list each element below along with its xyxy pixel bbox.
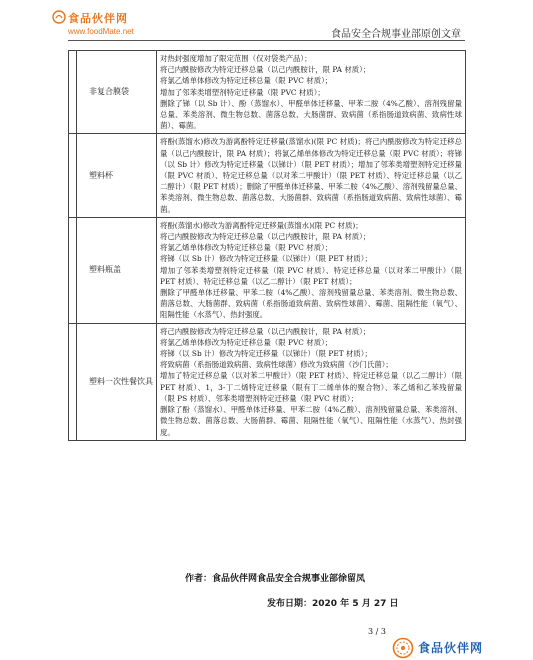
change-line: 删除了锑（以 Sb 计）、酚（蒸馏水）、甲醛单体迁移量、甲苯二胺（4%乙酸）、溶剂残留量总量、苯类溶剂、微生物总数、菌落总数、大肠菌群、致病菌（系指肠道致病菌、致病性球菌）、霉菌。 <box>160 98 462 131</box>
logo-chinese-text: 食品伙伴网 <box>68 12 128 25</box>
change-description-cell <box>157 134 466 217</box>
changes-table <box>68 50 466 441</box>
footer-logo-text: 食品伙伴网 <box>418 641 484 655</box>
header-divider <box>68 40 465 41</box>
change-line: 删除了酚（蒸馏水）、甲醛单体迁移量、甲苯二胺（4%乙酸）、溶剂残留量总量、苯类溶剂、微生物总数、菌落总数、大肠菌群、霉菌、阻隔性能（氧气）、阻隔性能（水蒸气）、热封强度。 <box>160 405 462 437</box>
table-row <box>69 217 466 323</box>
change-line: 将酚(蒸馏水)修改为游离酚特定迁移量(蒸馏水)(限 PC 材质)； <box>160 220 363 230</box>
product-name-cell: 塑料一次性餐饮具 <box>77 323 157 440</box>
change-description-cell <box>157 217 466 323</box>
blank-cell <box>69 217 77 323</box>
table-row <box>69 323 466 440</box>
change-line: 将己内酰胺修改为特定迁移总量（以己内酰胺计，限 PA 材质）； <box>160 326 371 336</box>
change-description-cell <box>157 51 466 134</box>
document-category-title: 食品安全合规事业部原创文章 <box>331 29 461 40</box>
change-line: 对热封强度增加了限定范围（仅对袋类产品）； <box>160 54 312 63</box>
change-description-cell <box>157 323 466 440</box>
change-line: 将氯乙烯单体修改为特定迁移总量（限 PVC 材质）； <box>160 243 333 253</box>
blank-cell <box>69 323 77 440</box>
change-line: 将酚(蒸馏水)修改为游离酚特定迁移量(蒸馏水)(限 PC 材质)；将己内酰胺修改为特定迁移总量（以己内酰胺计，限 PA 材质）；将氯乙烯单体修改为特定迁移总量（限 PVC 材质）；将锑（以 Sb 计）修改为特定迁移量（以锑计）（限 PET 材质）；增加了邻苯类增塑剂特定迁移量（限 PVC 材质）、特定迁移总量（以对苯二甲酸计）（限 PET 材质）、特定迁移总量（以乙二醇计）（限 PET 材质）；删除了甲醛单体迁移量、甲苯二胺（4%乙酸）、溶剂残留量总量、苯类溶剂、微生物总数、菌落总数、大肠菌群、致病菌（系指肠道致病菌、致病性球菌）、霉菌。 <box>160 137 462 214</box>
author-line: 作者：食品伙伴网食品安全合规事业部徐留凤 <box>185 574 366 584</box>
change-line: 将锑（以 Sb 计）修改为特定迁移量（以锑计）（限 PET 材质）； <box>160 349 372 359</box>
change-line: 将氯乙烯单体修改为特定迁移总量（限 PVC 材质）； <box>160 337 333 347</box>
product-name-cell: 塑料瓶盖 <box>77 217 157 323</box>
footer-logo-icon <box>392 637 414 659</box>
change-line: 将致病菌（系指肠道致病菌、致病性球菌）修改为致病菌（沙门氏菌）； <box>160 360 393 370</box>
change-line: 增加了邻苯类增塑剂特定迁移量（限 PVC 材质）、特定迁移总量（以对苯二甲酸计）（限 PET 材质）、特定迁移总量（以乙二醇计）（限 PET 材质）； <box>160 265 462 286</box>
blank-cell <box>69 51 77 134</box>
table-row <box>69 51 466 134</box>
foodmate-logo-icon <box>52 10 66 24</box>
product-name-cell: 塑料杯 <box>77 134 157 217</box>
change-line: 删除了甲醛单体迁移量、甲苯二胺（4%乙酸）、溶剂残留量总量、苯类溶剂、微生物总数、菌落总数、大肠菌群、致病菌（系指肠道致病菌、致病性球菌）、霉菌、阻隔性能（氧气）、阻隔性能（水蒸气）、热封强度。 <box>160 288 462 320</box>
change-line: 将己内酰胺修改为特定迁移总量（以己内酰胺计，限 PA 材质）； <box>160 232 371 242</box>
page-header <box>0 0 533 40</box>
blank-cell <box>69 134 77 217</box>
change-line: 增加了邻苯类增塑剂特定迁移量（限 PVC 材质）； <box>160 87 325 97</box>
publish-date: 发布日期：2020 年 5 月 27 日 <box>267 599 399 609</box>
change-line: 增加了特定迁移总量（以对苯二甲酸计）（限 PET 材质）、特定迁移总量（以乙二醇计）（限 PET 材质）、1，3-丁二烯特定迁移量（限有丁二烯单体的聚合物）、苯乙烯和乙苯残留量（限 PS 材质）、邻苯类增塑剂特定迁移量（限 PVC 材质）； <box>160 371 462 403</box>
foodmate-logo <box>68 10 134 36</box>
change-line: 将氯乙烯单体修改为特定迁移总量（限 PVC 材质）； <box>160 76 333 86</box>
change-line: 将己内酰胺修改为特定迁移总量（以己内酰胺计，限 PA 材质）； <box>160 65 371 75</box>
page-number: 3 / 3 <box>368 627 386 636</box>
change-line: 将锑（以 Sb 计）修改为特定迁移量（以锑计）（限 PET 材质）； <box>160 254 372 264</box>
product-name-cell: 非复合膜袋 <box>77 51 157 134</box>
table-row <box>69 134 466 217</box>
logo-url-text: www.foodMate.net <box>68 27 134 36</box>
footer-logo <box>392 637 512 659</box>
